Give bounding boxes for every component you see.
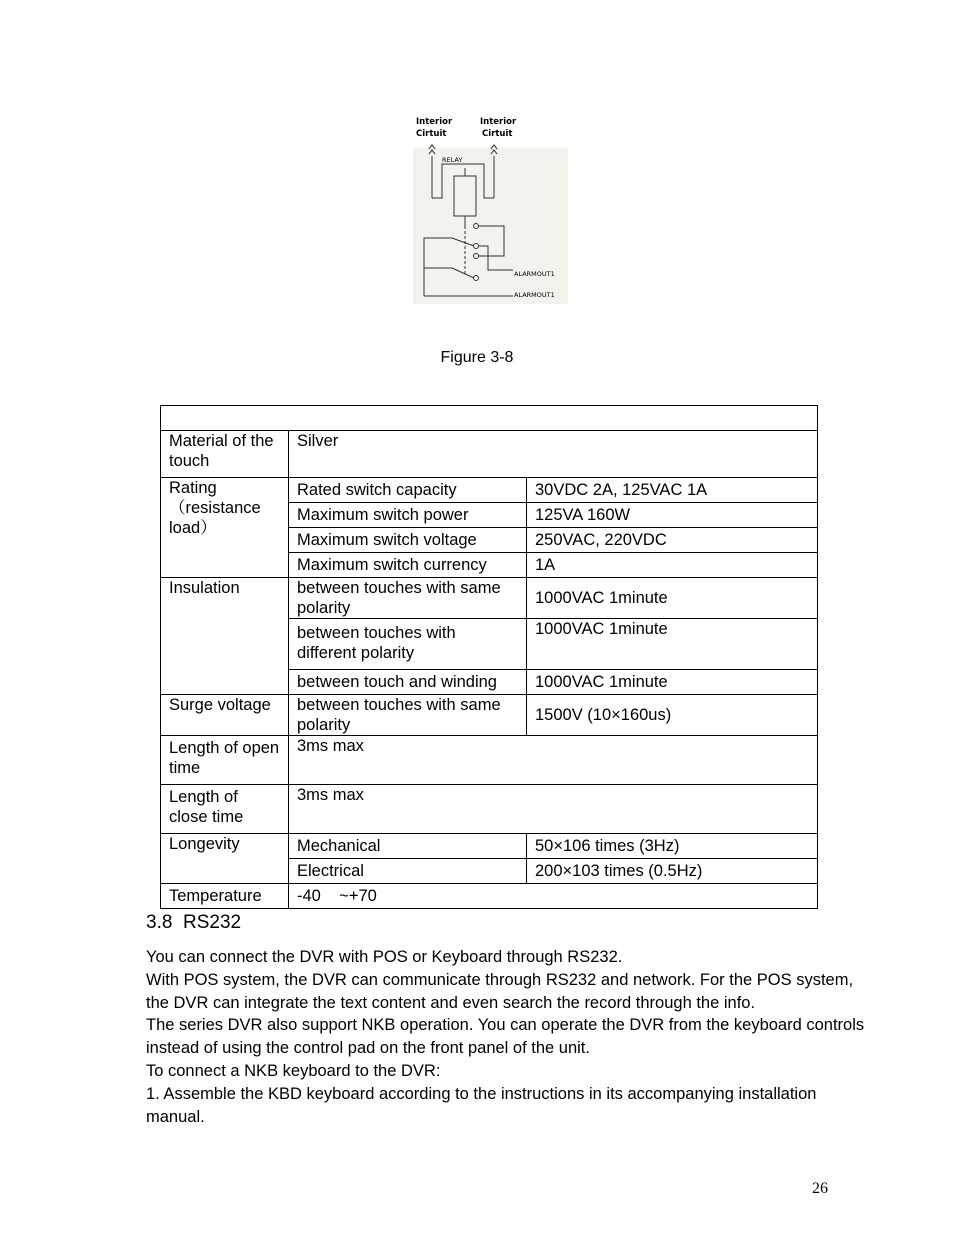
- interior-left-line1: Interior: [416, 117, 453, 127]
- param-label: Length of close time: [161, 785, 289, 834]
- param-label: Surge voltage: [161, 695, 289, 736]
- sub-param-name: Maximum switch currency: [289, 553, 527, 578]
- table-row-temperature: [161, 884, 818, 909]
- param-value: -40 ~+70: [289, 884, 818, 909]
- section-number: 3.8: [146, 912, 173, 933]
- sub-param-name: Rated switch capacity: [289, 478, 527, 503]
- paragraph: The series DVR also support NKB operation. You can operate the DVR from the keyboard controls instead of using the control pad on the front panel of the unit.: [146, 1016, 865, 1058]
- body-text: [146, 946, 866, 1128]
- sub-param-value: 250VAC, 220VDC: [527, 528, 818, 553]
- sub-param-name: between touches with same polarity: [289, 695, 527, 736]
- sub-param-value: 1000VAC 1minute: [527, 670, 818, 695]
- table-header-row: [161, 406, 818, 431]
- param-label: Rating （resistance load）: [161, 478, 289, 578]
- sub-param-name: between touch and winding: [289, 670, 527, 695]
- paragraph: With POS system, the DVR can communicate through RS232 and network. For the POS system, the DVR can integrate the text content and even search the record through the info.: [146, 970, 854, 1012]
- relay-diagram: [408, 110, 573, 306]
- page-number: 26: [812, 1180, 828, 1197]
- relay-spec-table: [160, 405, 818, 909]
- section-heading: [146, 912, 241, 934]
- table-row-material: [161, 431, 818, 478]
- sub-param-name: Mechanical: [289, 834, 527, 859]
- relay-label: RELAY: [442, 156, 463, 164]
- param-value: 3ms max: [289, 736, 818, 785]
- sub-param-name: between touches with different polarity: [289, 619, 527, 670]
- param-label: Longevity: [161, 834, 289, 884]
- param-value: Silver: [289, 431, 818, 478]
- relay-wiring-figure: [408, 110, 573, 306]
- figure-caption: Figure 3-8: [440, 349, 514, 366]
- alarm-out-label-2: ALARMOUT1: [514, 291, 555, 299]
- param-label: Length of open time: [161, 736, 289, 785]
- alarm-out-label-1: ALARMOUT1: [514, 270, 555, 278]
- interior-right-line2: Cirtuit: [482, 129, 513, 139]
- param-label: Temperature: [161, 884, 289, 909]
- table-row-surge: [161, 695, 818, 736]
- sub-param-value: 125VA 160W: [527, 503, 818, 528]
- paragraph: You can connect the DVR with POS or Keyboard through RS232.: [146, 948, 623, 966]
- table-row-insulation: [161, 578, 818, 619]
- param-value: 3ms max: [289, 785, 818, 834]
- interior-left-line2: Cirtuit: [416, 129, 447, 139]
- sub-param-name: Maximum switch voltage: [289, 528, 527, 553]
- sub-param-value: 1000VAC 1minute: [527, 619, 818, 670]
- sub-param-value: 50×106 times (3Hz): [527, 834, 818, 859]
- param-label: Insulation: [161, 578, 289, 695]
- sub-param-name: between touches with same polarity: [289, 578, 527, 619]
- sub-param-value: 30VDC 2A, 125VAC 1A: [527, 478, 818, 503]
- sub-param-name: Electrical: [289, 859, 527, 884]
- table-row-rating: [161, 478, 818, 503]
- sub-param-value: 1500V (10×160us): [527, 695, 818, 736]
- table-header-cell: [161, 406, 818, 431]
- paragraph: 1. Assemble the KBD keyboard according to the instructions in its accompanying installation manual.: [146, 1084, 817, 1126]
- interior-right-line1: Interior: [480, 117, 517, 127]
- table-row-close-time: [161, 785, 818, 834]
- param-label: Material of the touch: [161, 431, 289, 478]
- sub-param-name: Maximum switch power: [289, 503, 527, 528]
- table-row-longevity: [161, 834, 818, 859]
- paragraph: To connect a NKB keyboard to the DVR:: [146, 1061, 441, 1080]
- table-row-open-time: [161, 736, 818, 785]
- sub-param-value: 1000VAC 1minute: [527, 578, 818, 619]
- section-title: RS232: [182, 912, 242, 933]
- sub-param-value: 1A: [527, 553, 818, 578]
- sub-param-value: 200×103 times (0.5Hz): [527, 859, 818, 884]
